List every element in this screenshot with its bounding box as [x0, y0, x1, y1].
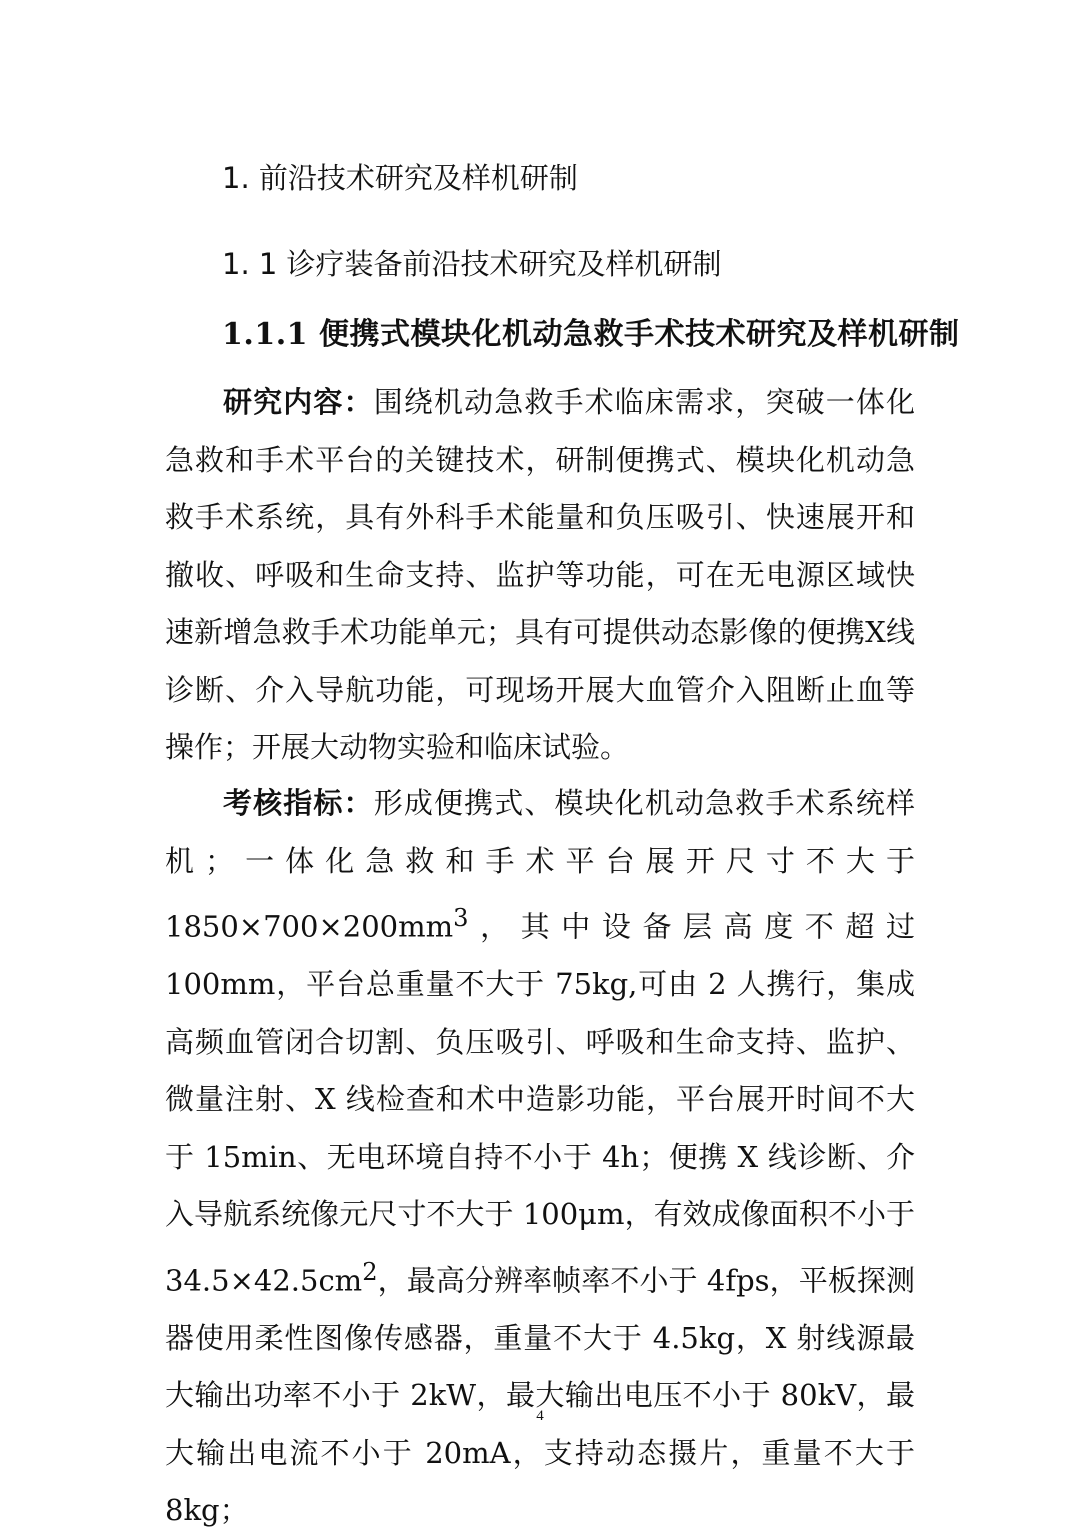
research-content-text: 围绕机动急救手术临床需求，突破一体化急救和手术平台的关键技术，研制便携式、模块化机动急救手术系统，具有外科手术能量和负压吸引、快速展开和撤收、呼吸和生命支持、监护等功能，可在无电源区域快速新增急救手术功能单元；具有可提供动态影像的便携X线诊断、介入导航功能，可现场开展大血管介入阻断止血等操作；开展大动物实验和临床试验。: [165, 385, 915, 764]
research-content-paragraph: [165, 374, 915, 777]
assessment-text-part-2: ，其中设备层高度不超过 100mm，平台总重量不大于 75kg,可由 2 人携行，集成高频血管闭合切割、负压吸引、呼吸和生命支持、监护、微量注射、X 线检查和术中造影功能，平台展开时间不大于 15min、无电环境自持不小于 4h；便携 X 线诊断、介入导航系统像元尺寸不大于 100μm，有效成像面积不小于 34.5×42.5cm: [165, 909, 915, 1298]
research-content-label: 研究内容：: [223, 385, 374, 419]
assessment-paragraph: [165, 775, 915, 1540]
assessment-superscript-square: 2: [362, 1257, 378, 1286]
assessment-superscript-cubic: 3: [453, 904, 469, 932]
page-number: 4: [536, 1408, 544, 1424]
section-heading-1: 1. 前沿技术研究及样机研制: [222, 161, 578, 195]
assessment-text-part-1: 形成便携式、模块化机动急救手术系统样机；一体化急救和手术平台展开尺寸不大于 1850×700×200mm: [165, 786, 915, 944]
assessment-text-part-3: ，最高分辨率帧率不小于 4fps，平板探测器使用柔性图像传感器，重量不大于 4.5kg，X 射线源最大输出功率不小于 2kW，最大输出电压不小于 80kV，最大输出电流不小于 20mA，支持动态摄片，重量不大于 8kg；: [165, 1263, 915, 1528]
section-heading-1-1-1: 1.1.1 便携式模块化机动急救手术技术研究及样机研制: [222, 317, 960, 352]
section-heading-1-1: 1. 1 诊疗装备前沿技术研究及样机研制: [222, 247, 722, 281]
assessment-label: 考核指标：: [223, 786, 374, 820]
